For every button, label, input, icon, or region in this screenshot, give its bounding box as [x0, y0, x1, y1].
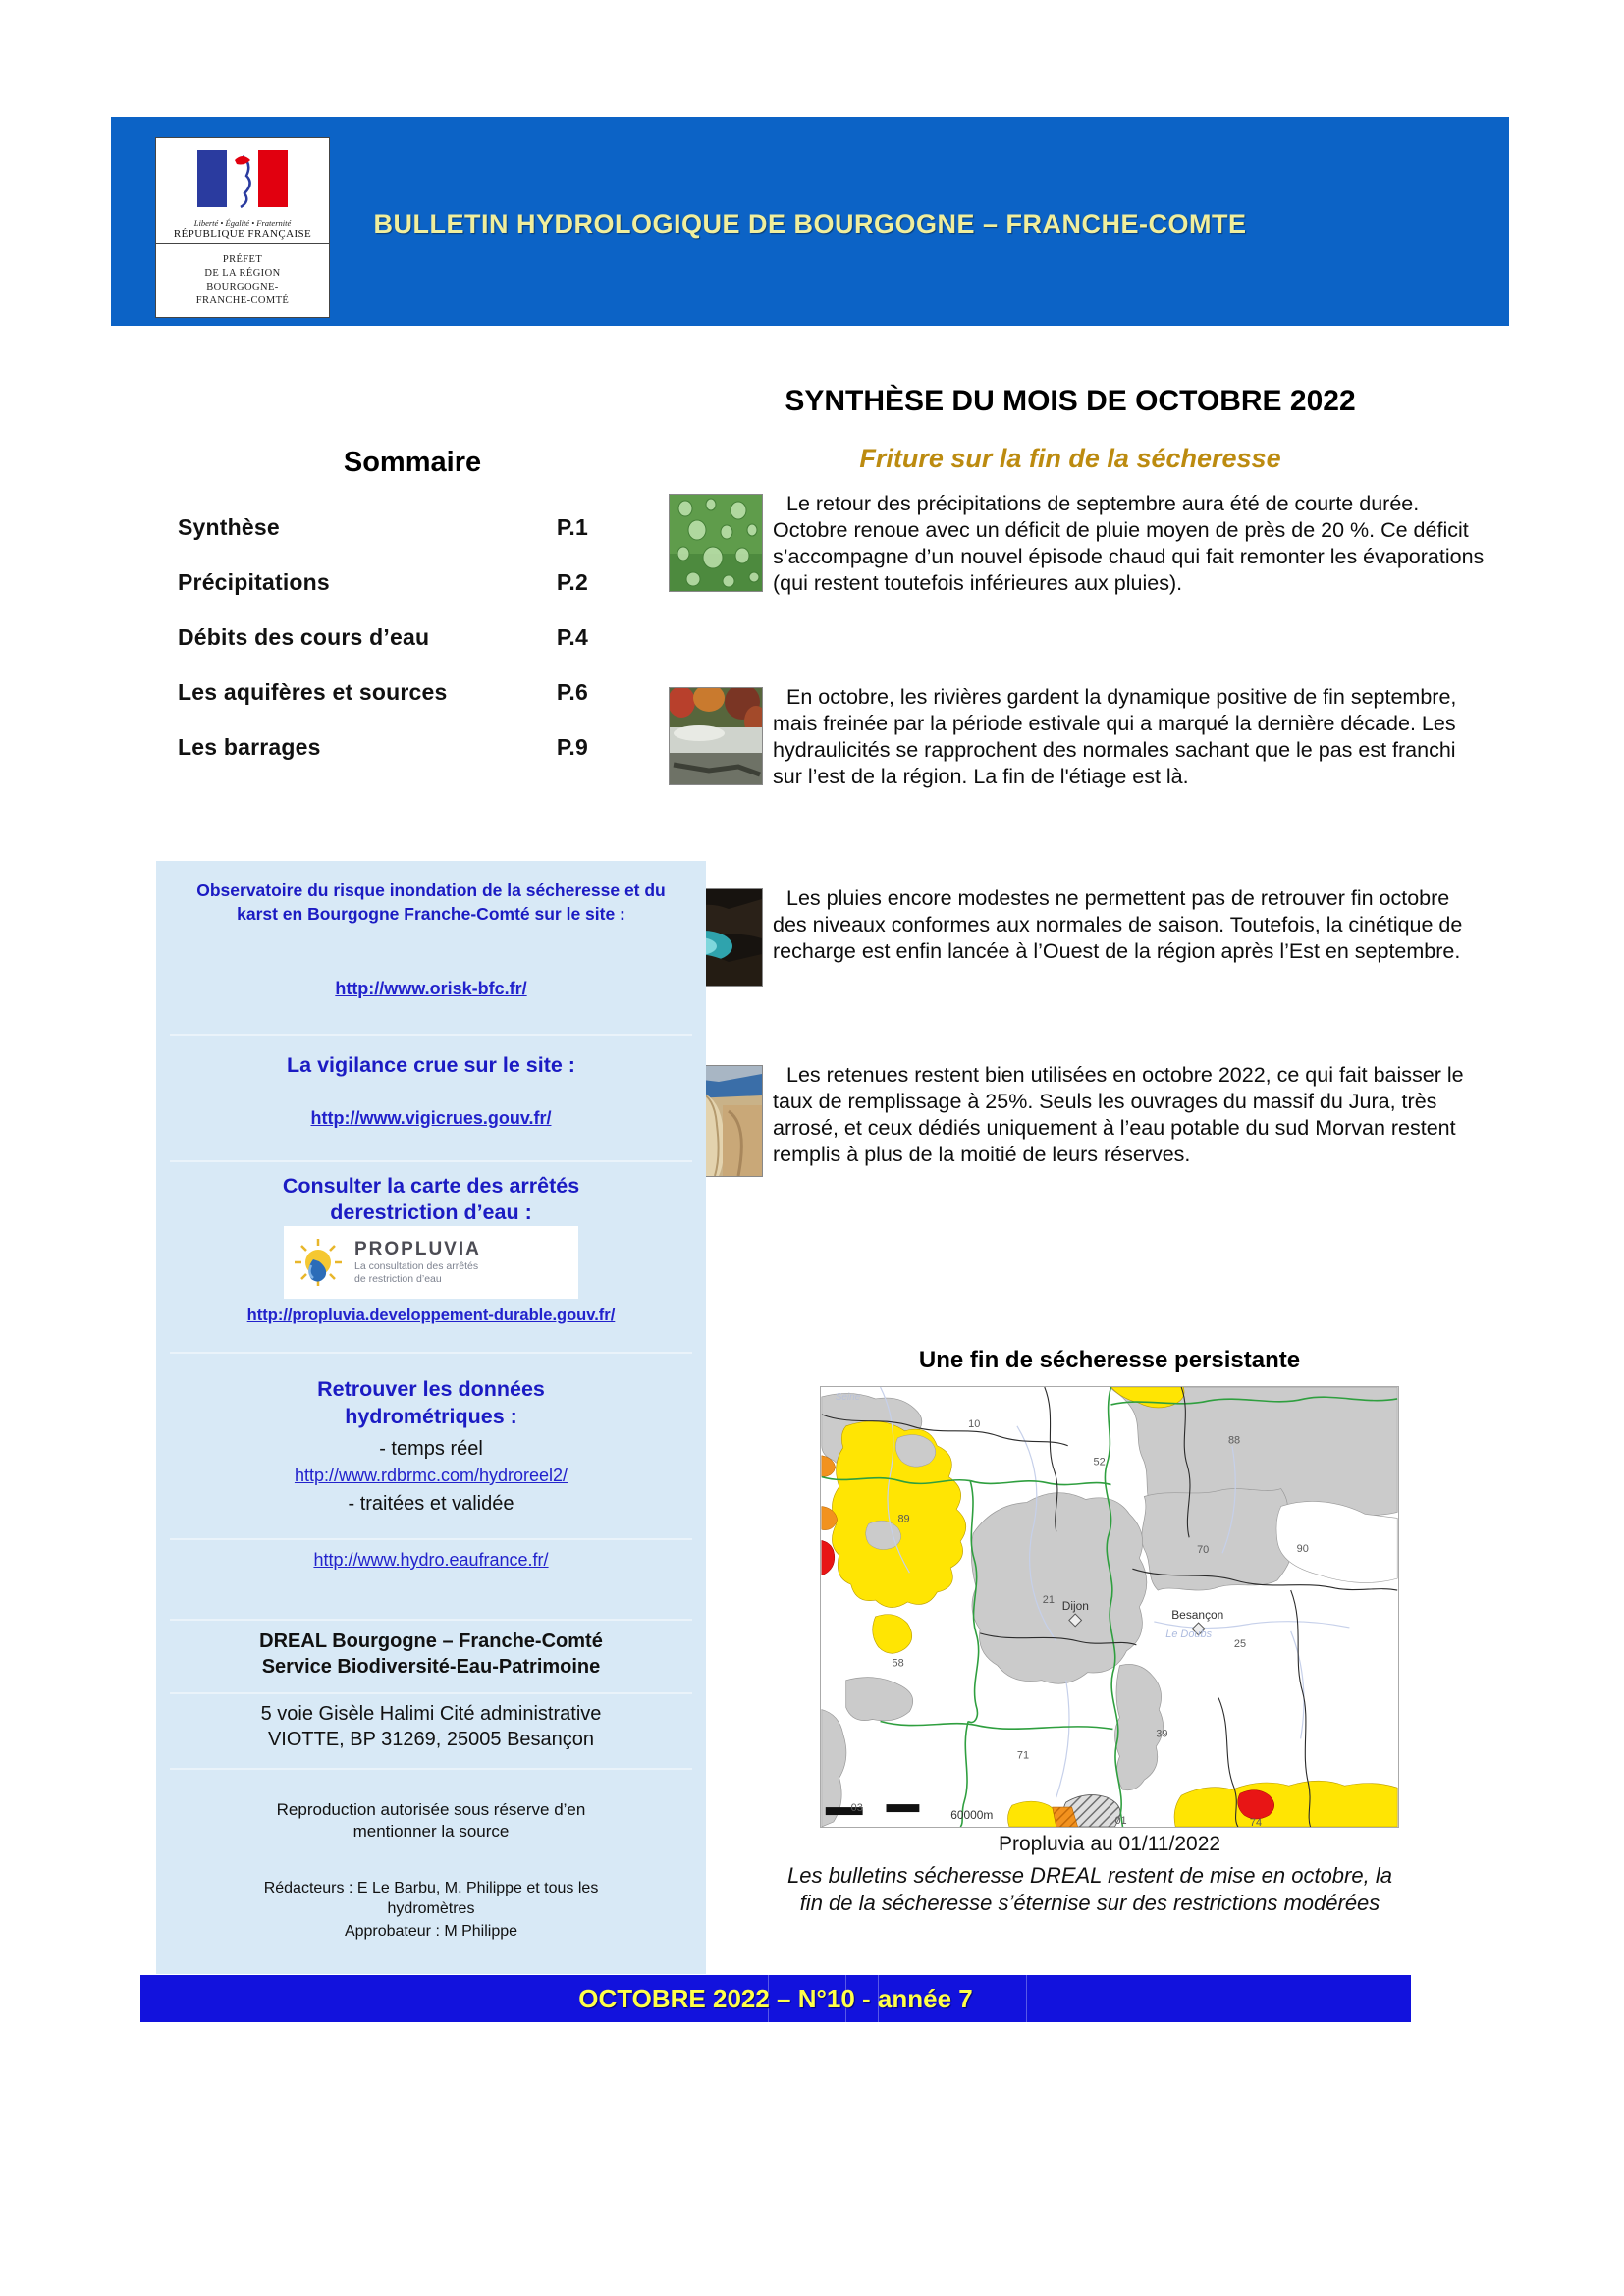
- prefet-line: PRÉFET: [222, 254, 263, 265]
- map-note: [687, 1862, 1492, 1917]
- prefet-line: DE LA RÉGION: [204, 268, 281, 279]
- page-title: SYNTHÈSE DU MOIS DE OCTOBRE 2022: [785, 385, 1356, 417]
- bulletin-title: BULLETIN HYDROLOGIQUE DE BOURGOGNE – FRANCHE-COMTE: [373, 209, 1247, 239]
- map-scale-label: 60000m: [950, 1808, 994, 1823]
- toc-label: Débits des cours d’eau: [178, 624, 430, 650]
- divider: [170, 1538, 692, 1540]
- map-label-01: 01: [1114, 1815, 1127, 1827]
- paragraph-aquiferes: [669, 885, 1488, 990]
- divider: [170, 1352, 692, 1354]
- toc-item-aquiferes[interactable]: [178, 679, 588, 706]
- prefet-line: FRANCHE-COMTÉ: [195, 295, 290, 306]
- rain-droplets-photo: [669, 494, 763, 592]
- map-label-besancon: Besançon: [1171, 1607, 1224, 1622]
- propluvia-sun-drop-icon: [292, 1236, 345, 1289]
- rdbrmc-link[interactable]: http://www.rdbrmc.com/hydroreel2/: [294, 1466, 568, 1485]
- toc-label: Précipitations: [178, 569, 330, 595]
- map-title: Une fin de sécheresse persistante: [918, 1347, 1301, 1373]
- paragraph-precipitations: [669, 491, 1488, 597]
- vigicrues-link[interactable]: http://www.vigicrues.gouv.fr/: [310, 1108, 552, 1128]
- reproduction-line-2: mentionner la source: [352, 1822, 510, 1841]
- reproduction-line-1: Reproduction autorisée sous réserve d’en: [276, 1800, 586, 1819]
- propluvia-logo: [284, 1226, 578, 1299]
- divider: [170, 1619, 692, 1621]
- eaufrance-link[interactable]: http://www.hydro.eaufrance.fr/: [313, 1550, 549, 1570]
- map-label-39: 39: [1156, 1728, 1168, 1740]
- links-info-box: [156, 861, 706, 1974]
- propluvia-name: PROPLUVIA: [354, 1239, 481, 1259]
- arretes-heading: Consulter la carte des arrêtés derestriction d’eau :: [282, 1174, 580, 1224]
- vigilance-heading: La vigilance crue sur le site :: [287, 1053, 575, 1077]
- divider: [170, 1692, 692, 1694]
- logo-republic: RÉPUBLIQUE FRANÇAISE: [173, 228, 312, 240]
- address-line-1: 5 voie Gisèle Halimi Cité administrative: [260, 1703, 602, 1725]
- map-label-10: 10: [968, 1417, 981, 1430]
- prefet-line: BOURGOGNE-: [206, 282, 279, 293]
- synthese-subtitle: Friture sur la fin de la sécheresse: [859, 444, 1281, 473]
- toc-page: P.9: [556, 734, 588, 760]
- divider: [170, 1768, 692, 1770]
- map-label-74: 74: [1249, 1817, 1263, 1827]
- paragraph-text: Les pluies encore modestes ne permettent pas de retrouver fin octobre des niveaux conformes aux normales de saison. Toutefois, la cinétique de recharge est enfin lancée à l’Ouest de la région après l’Est en septembre.: [773, 886, 1463, 963]
- sommaire-title: Sommaire: [343, 447, 482, 478]
- toc-item-synthese[interactable]: [178, 514, 588, 541]
- map-label-03: 03: [850, 1802, 863, 1815]
- map-note-line: fin de la sécheresse s’éternise sur des restrictions modérées: [799, 1891, 1380, 1915]
- temps-reel-label: - temps réel: [379, 1438, 483, 1460]
- map-label-52: 52: [1093, 1456, 1106, 1468]
- propluvia-link[interactable]: http://propluvia.developpement-durable.gouv.fr/: [246, 1307, 616, 1324]
- map-label-89: 89: [897, 1513, 910, 1525]
- toc-page: P.4: [556, 624, 588, 650]
- map-label-88: 88: [1227, 1434, 1241, 1447]
- paragraph-text: Les retenues restent bien utilisées en octobre 2022, ce qui fait baisser le taux de remplissage à 25%. Seuls les ouvrages du massif du Jura, très arrosé, et ceux dédiés uniquement à l’eau potable du sud Morvan restent remplis à plus de la moitié de leurs réserves.: [773, 1063, 1464, 1166]
- map-scale-bar: [887, 1804, 920, 1812]
- toc-label: Les aquifères et sources: [178, 679, 448, 705]
- map-label-doubs: Le Doubs: [1165, 1628, 1213, 1640]
- hydrometrie-heading: Retrouver les données hydrométriques :: [317, 1377, 545, 1428]
- toc-label: Synthèse: [178, 514, 280, 540]
- map-label-21: 21: [1042, 1594, 1055, 1607]
- map-label-seine: Seine: [835, 1391, 861, 1403]
- toc-page: P.1: [556, 514, 588, 540]
- map-label-dijon: Dijon: [1061, 1598, 1089, 1613]
- dreal-line-2: Service Biodiversité-Eau-Patrimoine: [261, 1656, 601, 1678]
- map-caption: Propluvia au 01/11/2022: [998, 1833, 1221, 1855]
- redacteurs-line-2: hydromètres: [387, 1900, 475, 1917]
- paragraph-text: Le retour des précipitations de septembre aura été de courte durée. Octobre renoue avec un déficit de pluie moyen de près de 20 %. Ce déficit s’accompagne d’un nouvel épisode chaud qui fait remonter les évaporations (qui restent toutefois inférieures aux pluies).: [773, 492, 1485, 595]
- map-label-58: 58: [892, 1657, 904, 1670]
- table-of-contents: [178, 514, 588, 789]
- propluvia-tagline: de restriction d’eau: [354, 1273, 442, 1285]
- observatoire-heading: Observatoire du risque inondation de la sécheresse et du karst en Bourgogne Franche-Comté sur le site :: [196, 881, 666, 924]
- traitees-label: - traitées et validée: [348, 1493, 514, 1515]
- logo-motto: Liberté • Égalité • Fraternité: [193, 218, 292, 228]
- orisk-link[interactable]: http://www.orisk-bfc.fr/: [335, 979, 527, 998]
- redacteurs-line-1: Rédacteurs : E Le Barbu, M. Philippe et tous les: [263, 1880, 599, 1896]
- toc-page: P.2: [556, 569, 588, 595]
- footer-issue-label: OCTOBRE 2022 – N°10 - année 7: [578, 1984, 973, 2013]
- toc-page: P.6: [556, 679, 588, 705]
- dreal-line-1: DREAL Bourgogne – Franche-Comté: [259, 1630, 603, 1652]
- footer-bar: [140, 1975, 1411, 2022]
- toc-item-debits[interactable]: [178, 624, 588, 651]
- map-label-90: 90: [1296, 1543, 1309, 1556]
- toc-item-precipitations[interactable]: [178, 569, 588, 596]
- toc-label: Les barrages: [178, 734, 321, 760]
- paragraph-rivieres: [669, 684, 1488, 790]
- map-note-line: Les bulletins sécheresse DREAL restent de mise en octobre, la: [787, 1863, 1392, 1888]
- map-label-25: 25: [1233, 1637, 1247, 1650]
- toc-item-barrages[interactable]: [178, 734, 588, 761]
- paragraph-text: En octobre, les rivières gardent la dynamique positive de fin septembre, mais freinée par la période estivale qui a marqué la dernière décade. Les hydraulicités se rapprochent des normales sachant que le pas est franchi sur l’est de la région. La fin de l'étiage est là.: [773, 685, 1457, 788]
- propluvia-map: [820, 1386, 1399, 1828]
- prefet-block: [156, 243, 329, 308]
- map-label-71: 71: [1016, 1749, 1030, 1762]
- paragraph-barrages: [669, 1062, 1488, 1181]
- french-flag-marianne-icon: [191, 148, 294, 211]
- propluvia-map-svg: [821, 1387, 1398, 1827]
- approbateur-line: Approbateur : M Philippe: [344, 1923, 518, 1940]
- propluvia-tagline: La consultation des arrêtés: [354, 1260, 479, 1272]
- autumn-river-photo: [669, 687, 763, 785]
- map-label-70: 70: [1197, 1544, 1210, 1557]
- divider: [170, 1160, 692, 1162]
- header-banner: [111, 117, 1509, 326]
- divider: [170, 1034, 692, 1036]
- address-line-2: VIOTTE, BP 31269, 25005 Besançon: [267, 1729, 595, 1750]
